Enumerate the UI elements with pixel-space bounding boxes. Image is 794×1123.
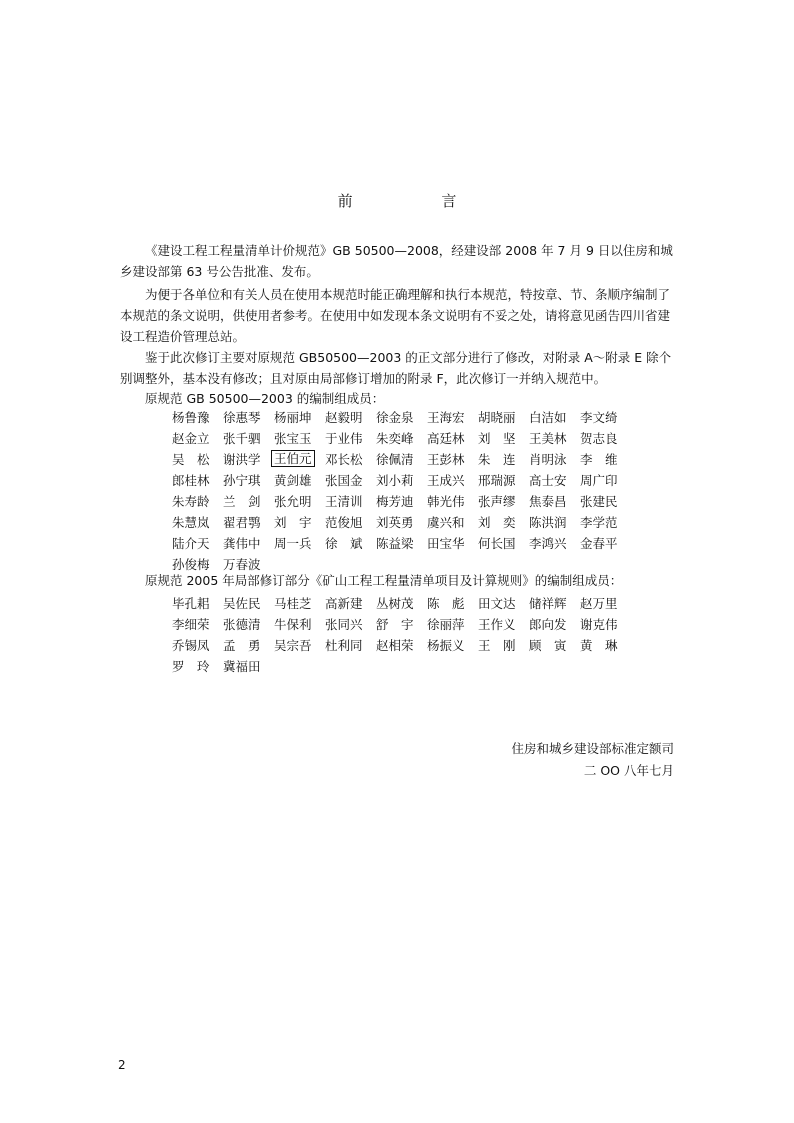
member-name: 陈 彪 (427, 595, 465, 611)
member-name: 丛树茂 (376, 595, 414, 611)
member-name: 肖明泳 (529, 451, 567, 467)
signature-date: 二 OO 八年七月 (583, 763, 674, 778)
member-name: 赵相荣 (376, 637, 414, 653)
member-name: 王成兴 (427, 472, 465, 488)
member-name: 陈益梁 (376, 535, 414, 551)
member-name: 王彭林 (427, 451, 465, 467)
member-name: 王海宏 (427, 409, 465, 425)
member-name: 周一兵 (274, 535, 312, 551)
page-number: 2 (118, 1058, 126, 1072)
member-row (172, 490, 631, 511)
member-name: 邓长松 (325, 451, 363, 467)
member-name: 孟 勇 (223, 637, 261, 653)
member-name: 于业伟 (325, 430, 363, 446)
member-name: 黄剑雄 (274, 472, 312, 488)
member-name: 张国金 (325, 472, 363, 488)
member-name: 龚伟中 (223, 535, 261, 551)
member-name: 邢瑞源 (478, 472, 516, 488)
member-name: 郎桂林 (172, 472, 210, 488)
member-row (172, 469, 631, 490)
member-row (172, 634, 631, 655)
member-name: 张宝玉 (274, 430, 312, 446)
member-name: 金春平 (580, 535, 618, 551)
member-name: 刘 宇 (274, 514, 312, 530)
member-name: 朱慧岚 (172, 514, 210, 530)
member-name: 赵毅明 (325, 409, 363, 425)
group1-label: 原规范 GB 50500—2003 的编制组成员： (145, 391, 385, 406)
member-name: 毕孔耜 (172, 595, 210, 611)
member-name: 吴宗吾 (274, 637, 312, 653)
member-name: 焦泰昌 (529, 493, 567, 509)
page-title: 前 言 (337, 192, 499, 210)
member-name: 张建民 (580, 493, 618, 509)
member-name: 吴 松 (172, 451, 210, 467)
member-name: 高新建 (325, 595, 363, 611)
member-row (172, 427, 631, 448)
member-name: 张德清 (223, 616, 261, 632)
member-name: 谢洪学 (223, 451, 261, 467)
member-name: 杨鲁豫 (172, 409, 210, 425)
member-name: 牛保利 (274, 616, 312, 632)
member-name: 徐 斌 (325, 535, 363, 551)
member-name: 白洁如 (529, 409, 567, 425)
member-name: 孙俊梅 (172, 556, 210, 572)
member-name: 王 刚 (478, 637, 516, 653)
member-name: 刘 坚 (478, 430, 516, 446)
member-name: 储祥辉 (529, 595, 567, 611)
paragraph-1: 《建设工程工程量清单计价规范》GB 50500—2008，经建设部 2008 年 7 月 9 日以住房和城乡建设部第 63 号公告批准、发布。 (120, 243, 673, 279)
member-name: 高士安 (529, 472, 567, 488)
member-name: 杨丽坤 (274, 409, 312, 425)
member-name: 虞兴和 (427, 514, 465, 530)
member-name: 徐佩清 (376, 451, 414, 467)
member-name: 李细荣 (172, 616, 210, 632)
member-name: 高廷林 (427, 430, 465, 446)
member-name: 马桂芝 (274, 595, 312, 611)
signature-org: 住房和城乡建设部标准定额司 (511, 741, 674, 756)
member-name: 罗 玲 (172, 658, 210, 674)
paragraph-3: 鉴于此次修订主要对原规范 GB50500—2003 的正文部分进行了修改，对附录 A～附录 E 除个别调整外，基本没有修改；且对原由局部修订增加的附录 F，此次修订一并纳入规范中。 (120, 350, 672, 386)
member-name: 徐金泉 (376, 409, 414, 425)
member-name: 刘小莉 (376, 472, 414, 488)
member-name: 田宝华 (427, 535, 465, 551)
member-name (274, 451, 325, 467)
group2-member-grid (172, 592, 631, 676)
member-name: 张同兴 (325, 616, 363, 632)
member-name: 万春波 (223, 556, 261, 572)
member-name: 李文绮 (580, 409, 618, 425)
member-name: 顾 寅 (529, 637, 567, 653)
group1-member-grid (172, 406, 631, 574)
member-name: 赵万里 (580, 595, 618, 611)
member-row (172, 613, 631, 634)
member-name: 范俊旭 (325, 514, 363, 530)
member-row (172, 406, 631, 427)
member-name: 张允明 (274, 493, 312, 509)
member-name: 吴佐民 (223, 595, 261, 611)
member-name: 王作义 (478, 616, 516, 632)
member-name: 郎向发 (529, 616, 567, 632)
member-row (172, 655, 631, 676)
member-name: 舒 宇 (376, 616, 414, 632)
member-name: 李鸿兴 (529, 535, 567, 551)
member-name: 刘 奕 (478, 514, 516, 530)
member-name: 徐惠琴 (223, 409, 261, 425)
member-name: 何长国 (478, 535, 516, 551)
member-name: 梅芳迪 (376, 493, 414, 509)
member-name: 孙宁琪 (223, 472, 261, 488)
member-name: 胡晓丽 (478, 409, 516, 425)
member-row (172, 592, 631, 613)
member-name: 冀福田 (223, 658, 261, 674)
member-name: 黄 琳 (580, 637, 618, 653)
member-name: 杨振义 (427, 637, 465, 653)
member-name: 韩光伟 (427, 493, 465, 509)
member-name: 陈洪润 (529, 514, 567, 530)
member-name: 乔锡凤 (172, 637, 210, 653)
member-name: 李 维 (580, 451, 618, 467)
member-name: 赵金立 (172, 430, 210, 446)
member-name: 贺志良 (580, 430, 618, 446)
member-name: 刘英勇 (376, 514, 414, 530)
group2-label: 原规范 2005 年局部修订部分《矿山工程工程量清单项目及计算规则》的编制组成员： (145, 573, 623, 588)
member-name: 朱寿龄 (172, 493, 210, 509)
member-name: 张千驷 (223, 430, 261, 446)
member-name: 李学范 (580, 514, 618, 530)
member-name: 朱 连 (478, 451, 516, 467)
member-name: 朱奕峰 (376, 430, 414, 446)
member-name: 翟君鹗 (223, 514, 261, 530)
member-name: 周广印 (580, 472, 618, 488)
member-name: 兰 剑 (223, 493, 261, 509)
member-name: 张声缪 (478, 493, 516, 509)
member-name: 王清训 (325, 493, 363, 509)
member-row (172, 511, 631, 532)
highlighted-member-name: 王伯元 (271, 450, 315, 467)
member-name: 陆介天 (172, 535, 210, 551)
member-name: 王美林 (529, 430, 567, 446)
member-row (172, 532, 631, 553)
member-name: 谢克伟 (580, 616, 618, 632)
paragraph-2: 为便于各单位和有关人员在使用本规范时能正确理解和执行本规范，特按章、节、条顺序编制了本规范的条文说明，供使用者参考。在使用中如发现本条文说明有不妥之处，请将意见函告四川省建设工程造价管理总站。 (120, 287, 671, 344)
member-row (172, 448, 631, 469)
member-name: 徐丽萍 (427, 616, 465, 632)
member-name: 杜利同 (325, 637, 363, 653)
member-name: 田文达 (478, 595, 516, 611)
